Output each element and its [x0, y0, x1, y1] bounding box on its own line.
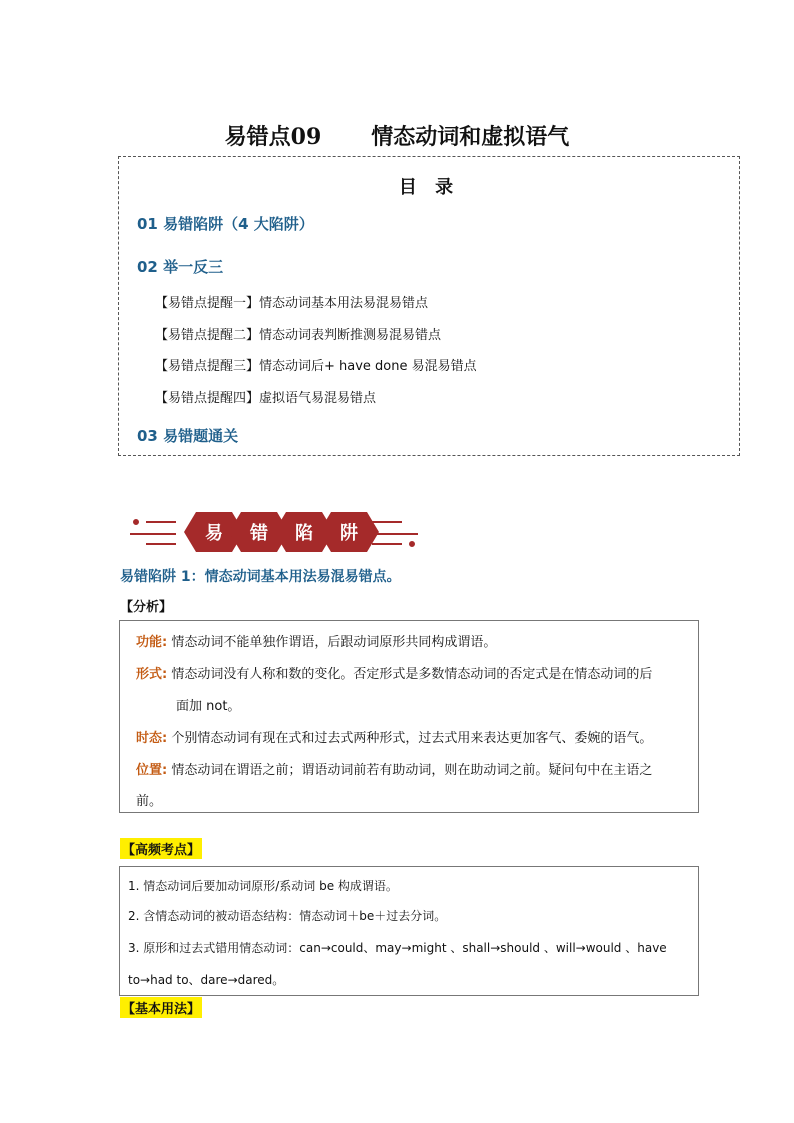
- hf-item-1: 1. 情态动词后要加动词原形/系动词 be 构成谓语。: [128, 879, 398, 893]
- hf-item-3-cont: to→had to、dare→dared。: [128, 973, 285, 987]
- banner-char-2: 错: [250, 523, 268, 544]
- form-row-cont: 面加 not。: [176, 699, 241, 714]
- analysis-label: 【分析】: [120, 600, 173, 615]
- position-row: 位置: 情态动词在谓语之前；谓语动词前若有助动词，则在助动词之前。疑问句中在主语之: [136, 763, 653, 778]
- toc-item-1[interactable]: 【易错点提醒一】情态动词基本用法易混易错点: [155, 296, 429, 311]
- banner-char-4: 阱: [340, 523, 358, 544]
- form-row: 形式: 情态动词没有人称和数的变化。否定形式是多数情态动词的否定式是在情态动词的后: [136, 667, 653, 682]
- toc-section-3[interactable]: 03 易错题通关: [137, 427, 239, 445]
- toc-section-1[interactable]: 01 易错陷阱（4 大陷阱）: [137, 215, 314, 233]
- toc-item-4[interactable]: 【易错点提醒四】虚拟语气易混易错点: [155, 391, 377, 406]
- analysis-box: [119, 620, 699, 813]
- basic-usage-label: 【基本用法】: [120, 997, 202, 1018]
- high-frequency-label: 【高频考点】: [120, 838, 202, 859]
- banner-char-1: 易: [205, 523, 223, 544]
- toc-heading: 目 录: [398, 177, 460, 198]
- title-number: 易错点09: [224, 124, 322, 150]
- hf-item-2: 2. 含情态动词的被动语态结构：情态动词＋be＋过去分词。: [128, 909, 447, 923]
- trap-banner: [126, 508, 422, 556]
- hf-item-3: 3. 原形和过去式错用情态动词：can→could、may→might 、shall→should 、will→would 、have: [128, 941, 667, 955]
- function-row: 功能: 情态动词不能单独作谓语，后跟动词原形共同构成谓语。: [136, 635, 497, 650]
- toc-section-2[interactable]: 02 举一反三: [137, 258, 224, 276]
- toc-item-3[interactable]: 【易错点提醒三】情态动词后+ have done 易混易错点: [155, 359, 477, 374]
- title-topic: 情态动词和虚拟语气: [371, 124, 570, 150]
- page-title: [0, 120, 794, 151]
- trap1-heading: 易错陷阱 1：情态动词基本用法易混易错点。: [120, 569, 401, 585]
- tense-row: 时态: 个别情态动词有现在式和过去式两种形式，过去式用来表达更加客气、委婉的语气。: [136, 731, 653, 746]
- banner-char-3: 陷: [295, 523, 313, 544]
- table-of-contents: [118, 156, 740, 456]
- position-row-cont: 前。: [136, 794, 163, 809]
- toc-item-2[interactable]: 【易错点提醒二】情态动词表判断推测易混易错点: [155, 328, 442, 343]
- high-frequency-box: [119, 866, 699, 996]
